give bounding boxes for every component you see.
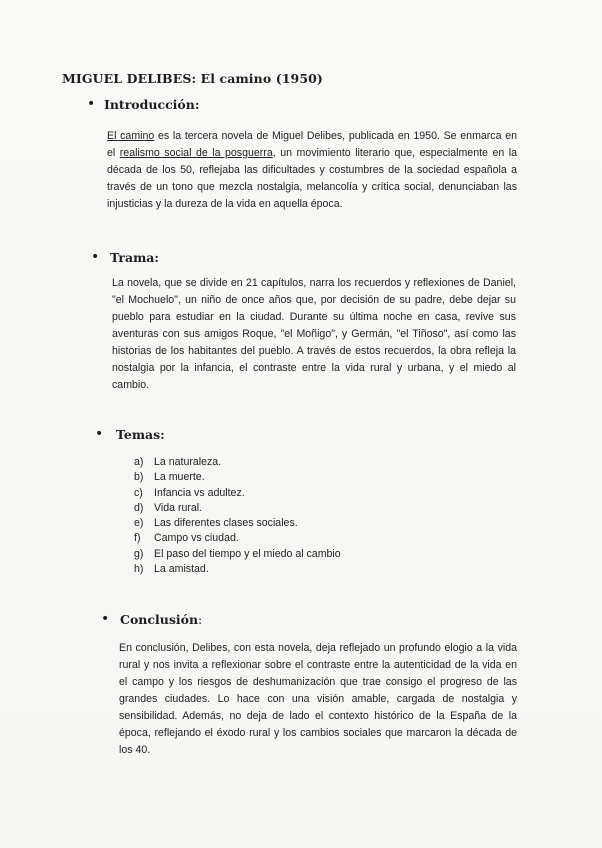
- section-heading-temas: Temas:: [116, 427, 165, 442]
- list-item-text: Las diferentes clases sociales.: [154, 517, 298, 530]
- bullet-icon: •: [95, 426, 104, 442]
- bullet-icon: •: [87, 96, 96, 112]
- intro-paragraph: El camino es la tercera novela de Miguel Delibes, publicada en 1950. Se enmarca en el realismo social de la posguerra, un movimiento literario que, especialmente en la década de los 50, reflejaba las dificultades y costumbres de la sociedad española a través de un tono que mezcla nostalgia, melancolía y crítica social, denunciaban las injusticias y la dureza de la vida en aquella época.: [107, 130, 517, 210]
- section-heading-introduccion: Introducción:: [104, 97, 200, 112]
- intro-link-el-camino: El camino: [107, 130, 155, 142]
- list-item-text: Campo vs ciudad.: [154, 532, 239, 545]
- list-item: [134, 501, 341, 516]
- list-item-text: La muerte.: [154, 471, 205, 484]
- bullet-icon: •: [91, 249, 100, 265]
- trama-paragraph: La novela, que se divide en 21 capítulos, narra los recuerdos y reflexiones de Daniel, "el Mochuelo", un niño de once años que, por decisión de su padre, debe dejar su pueblo para estudiar en la ciudad. Durante su última noche en casa, revive sus aventuras con sus amigos Roque, "el Moñigo", y Germán, "el Tiñoso", así como las historias de los habitantes del pueblo. A través de estos recuerdos, la obra refleja la nostalgia por la infancia, el contraste entre la vida rural y urbana, y el miedo al cambio.: [112, 277, 516, 391]
- list-item: [134, 470, 341, 485]
- temas-list: [134, 455, 341, 577]
- document-title: MIGUEL DELIBES: El camino (1950): [62, 71, 323, 86]
- conclusion-paragraph: En conclusión, Delibes, con esta novela, deja reflejado un profundo elogio a la vida rural y nos invita a reflexionar sobre el contraste entre la autenticidad de la vida en el campo y los riesgos de deshumanización que trae consigo el progreso de las grandes ciudades. Lo hace con una visión amable, cargada de nostalgia y sensibilidad. Además, no deja de lado el contexto histórico de la España de la época, reflejando el éxodo rural y los cambios sociales que marcaron la década de los 40.: [119, 642, 517, 756]
- list-item-marker: d): [134, 501, 144, 514]
- list-item-marker: g): [134, 547, 144, 560]
- list-item-text: Vida rural.: [154, 501, 203, 514]
- bullet-icon: •: [101, 611, 110, 627]
- intro-link-realismo-social: realismo social de la posguerra: [119, 147, 273, 159]
- list-item-marker: h): [134, 563, 144, 576]
- list-item-marker: f): [134, 532, 141, 545]
- list-item: [134, 562, 341, 577]
- list-item-text: El paso del tiempo y el miedo al cambio: [154, 547, 341, 560]
- list-item-marker: a): [134, 456, 144, 468]
- list-item: [134, 486, 341, 501]
- list-item: [134, 455, 341, 470]
- list-item-text: La naturaleza.: [154, 456, 222, 468]
- list-item-text: La amistad.: [154, 563, 209, 576]
- list-item-marker: c): [134, 486, 143, 499]
- list-item-marker: b): [134, 471, 144, 484]
- list-item: [134, 547, 341, 562]
- list-item-marker: e): [134, 517, 144, 530]
- section-heading-conclusion: Conclusión:: [120, 612, 203, 627]
- list-item: [134, 516, 341, 531]
- list-item-text: Infancia vs adultez.: [154, 486, 245, 499]
- section-heading-trama: Trama:: [110, 250, 160, 265]
- list-item: [134, 531, 341, 546]
